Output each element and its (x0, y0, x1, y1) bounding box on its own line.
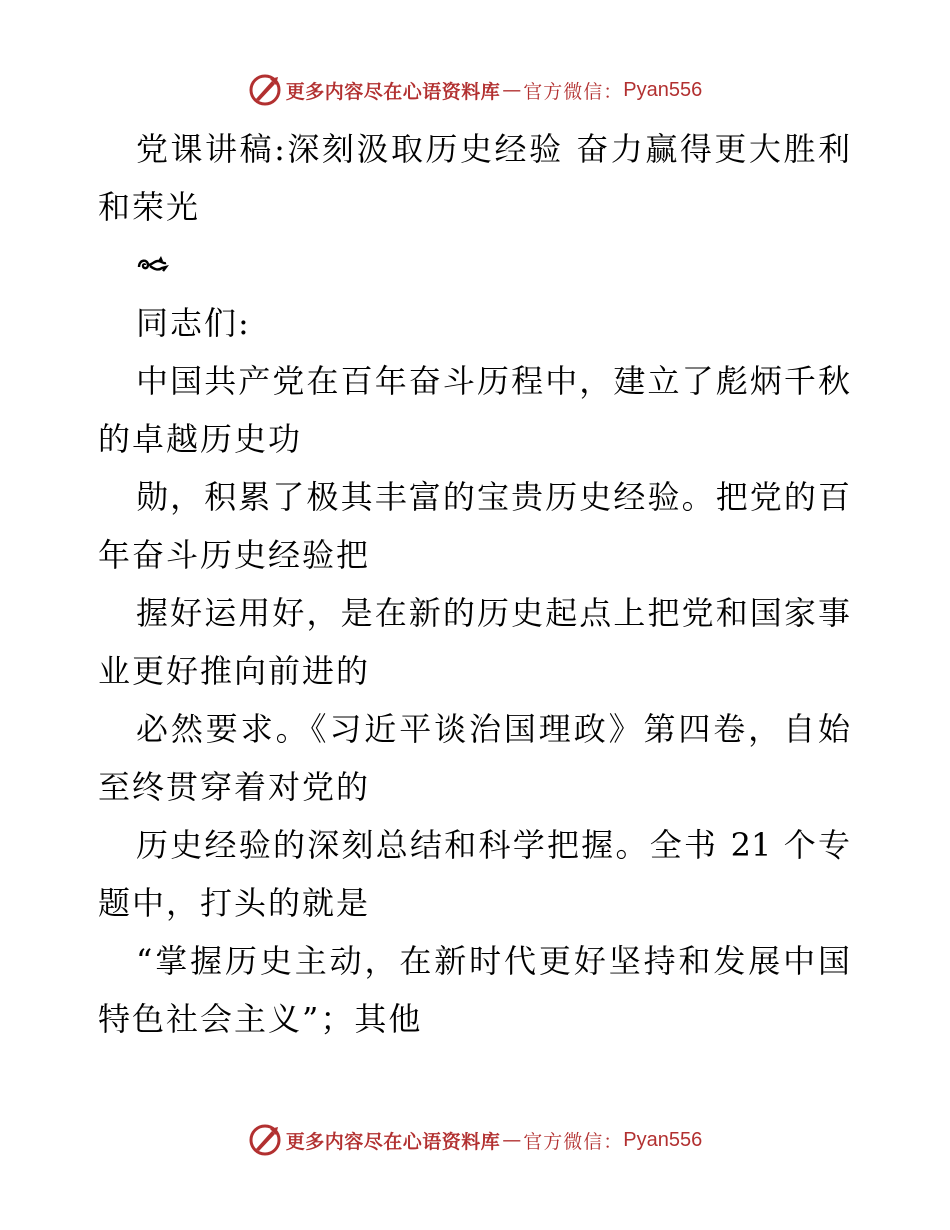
banner-brand-text: 更多内容尽在心语资料库 (285, 80, 501, 103)
banner-wechat-id: Pyan556 (623, 1128, 703, 1151)
quill-pen-logo-icon (248, 1123, 282, 1157)
document-title-line-1: 党课讲稿:深刻汲取历史经验 奋力赢得更大胜利 (136, 130, 850, 168)
banner-wechat-label: 官方微信： (523, 80, 624, 103)
paragraph-line: “掌握历史主动，在新时代更好坚持和发展中国 (136, 942, 850, 980)
paragraph-line: 中国共产党在百年奋斗历程中，建立了彪炳千秋 (136, 362, 850, 400)
header-banner (0, 70, 950, 110)
quill-pen-logo-icon (248, 73, 282, 107)
paragraph-line: 的卓越历史功 (98, 420, 303, 458)
salutation: 同志们: (136, 304, 251, 342)
paragraph-line: 年奋斗历史经验把 (98, 536, 371, 574)
banner-brand-text: 更多内容尽在心语资料库 (285, 1130, 501, 1153)
paragraph-line: 握好运用好，是在新的历史起点上把党和国家事 (136, 594, 850, 632)
document-title-line-2: 和荣光 (98, 188, 201, 226)
paragraph-line: 题中，打头的就是 (98, 884, 371, 922)
paragraph-line: 历史经验的深刻总结和科学把握。全书 21 个专 (136, 826, 850, 864)
fleuron-ornament-icon (136, 253, 170, 277)
banner-wechat-label: 官方微信： (523, 1130, 624, 1153)
ornament-row (98, 236, 850, 294)
paragraph-line: 业更好推向前进的 (98, 652, 371, 690)
banner-wechat-id: Pyan556 (623, 78, 703, 101)
banner-dash: — (502, 1129, 522, 1151)
paragraph-line: 必然要求。《习近平谈治国理政》第四卷，自始 (136, 710, 850, 748)
footer-banner (0, 1120, 950, 1160)
paragraph-line: 至终贯穿着对党的 (98, 768, 371, 806)
paragraph-line: 勋，积累了极其丰富的宝贵历史经验。把党的百 (136, 478, 850, 516)
banner-dash: — (502, 79, 522, 101)
paragraph-line: 特色社会主义”；其他 (98, 1000, 423, 1038)
document-body (98, 120, 850, 1048)
